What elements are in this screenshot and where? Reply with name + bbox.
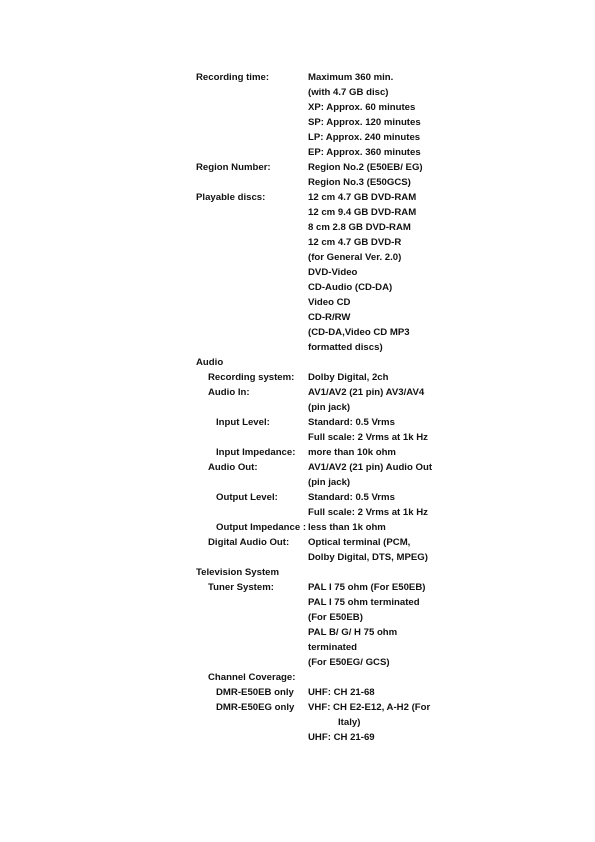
spec-label: Input Level: — [216, 417, 270, 428]
spec-value: (pin jack) — [308, 402, 351, 413]
spec-row — [196, 520, 446, 535]
spec-values — [308, 580, 446, 670]
spec-value: VHF: CH E2-E12, A-H2 (For — [308, 702, 431, 713]
spec-value: XP: Approx. 60 minutes — [308, 102, 416, 113]
spec-value: (pin jack) — [308, 477, 351, 488]
spec-values — [308, 460, 446, 490]
spec-value: UHF: CH 21-69 — [308, 732, 375, 743]
spec-row — [196, 460, 446, 490]
spec-row — [196, 445, 446, 460]
spec-values — [308, 685, 446, 700]
spec-value: SP: Approx. 120 minutes — [308, 117, 421, 128]
spec-value: (CD-DA,Video CD MP3 — [308, 327, 410, 338]
spec-value: Full scale: 2 Vrms at 1k Hz — [308, 432, 428, 443]
spec-value: EP: Approx. 360 minutes — [308, 147, 421, 158]
spec-value: CD-R/RW — [308, 312, 351, 323]
spec-values — [308, 700, 446, 730]
spec-label: Digital Audio Out: — [208, 537, 290, 548]
spec-value: Video CD — [308, 297, 351, 308]
spec-values — [308, 190, 446, 355]
section-heading: Television System — [196, 567, 280, 578]
spec-value: Region No.3 (E50GCS) — [308, 177, 411, 188]
spec-row — [196, 70, 446, 160]
spec-row — [196, 580, 446, 670]
spec-values — [308, 730, 446, 745]
spec-value: AV1/AV2 (21 pin) AV3/AV4 — [308, 387, 425, 398]
spec-values — [308, 160, 446, 190]
spec-value: Standard: 0.5 Vrms — [308, 492, 395, 503]
spec-values — [308, 445, 446, 460]
spec-row — [196, 160, 446, 190]
spec-sheet — [196, 70, 446, 745]
spec-value: 12 cm 4.7 GB DVD-R — [308, 237, 402, 248]
spec-row — [196, 565, 446, 580]
spec-label: DMR-E50EG only — [216, 702, 295, 713]
spec-value: PAL I 75 ohm terminated — [308, 597, 420, 608]
spec-value: Region No.2 (E50EB/ EG) — [308, 162, 423, 173]
section-heading: Audio — [196, 357, 224, 368]
spec-label: Recording system: — [208, 372, 295, 383]
spec-value: Dolby Digital, DTS, MPEG) — [308, 552, 428, 563]
spec-label: Tuner System: — [208, 582, 274, 593]
spec-value: Dolby Digital, 2ch — [308, 372, 389, 383]
spec-value: (with 4.7 GB disc) — [308, 87, 389, 98]
spec-value: more than 10k ohm — [308, 447, 396, 458]
spec-row — [196, 700, 446, 730]
spec-label: Input Impedance: — [216, 447, 296, 458]
spec-row — [196, 685, 446, 700]
spec-row — [196, 730, 446, 745]
spec-row — [196, 385, 446, 415]
spec-value: formatted discs) — [308, 342, 383, 353]
spec-values — [308, 370, 446, 385]
spec-label: DMR-E50EB only — [216, 687, 294, 698]
spec-values — [308, 415, 446, 445]
spec-values — [308, 490, 446, 520]
spec-row — [196, 490, 446, 520]
spec-value: CD-Audio (CD-DA) — [308, 282, 393, 293]
spec-value: PAL B/ G/ H 75 ohm — [308, 627, 398, 638]
spec-value: (For E50EG/ GCS) — [308, 657, 390, 668]
spec-label — [196, 730, 308, 731]
spec-row — [196, 190, 446, 355]
spec-label: Audio In: — [208, 387, 250, 398]
spec-values — [308, 385, 446, 415]
spec-values — [308, 70, 446, 160]
spec-value: (For E50EB) — [308, 612, 363, 623]
spec-row — [196, 415, 446, 445]
spec-label: Playable discs: — [196, 192, 266, 203]
spec-label: Region Number: — [196, 162, 271, 173]
spec-value: AV1/AV2 (21 pin) Audio Out — [308, 462, 433, 473]
spec-value: 8 cm 2.8 GB DVD-RAM — [308, 222, 411, 233]
spec-label: Output Level: — [216, 492, 278, 503]
spec-value: Maximum 360 min. — [308, 72, 394, 83]
spec-value: Full scale: 2 Vrms at 1k Hz — [308, 507, 428, 518]
section-heading: Channel Coverage: — [208, 672, 296, 683]
spec-value: Optical terminal (PCM, — [308, 537, 411, 548]
spec-value: 12 cm 9.4 GB DVD-RAM — [308, 207, 417, 218]
spec-label: Audio Out: — [208, 462, 258, 473]
spec-row — [196, 370, 446, 385]
spec-value: terminated — [308, 642, 358, 653]
spec-label: Recording time: — [196, 72, 270, 83]
spec-values — [308, 535, 446, 565]
spec-value: less than 1k ohm — [308, 522, 386, 533]
spec-row — [196, 355, 446, 370]
spec-value: 12 cm 4.7 GB DVD-RAM — [308, 192, 417, 203]
spec-value: Standard: 0.5 Vrms — [308, 417, 395, 428]
spec-value: Italy) — [338, 717, 361, 728]
spec-values — [308, 520, 446, 535]
spec-value: UHF: CH 21-68 — [308, 687, 375, 698]
spec-label: Output Impedance : — [216, 522, 307, 533]
spec-row — [196, 535, 446, 565]
spec-row — [196, 670, 446, 685]
spec-value: (for General Ver. 2.0) — [308, 252, 402, 263]
spec-value: LP: Approx. 240 minutes — [308, 132, 421, 143]
spec-value: DVD-Video — [308, 267, 358, 278]
spec-value: PAL I 75 ohm (For E50EB) — [308, 582, 426, 593]
